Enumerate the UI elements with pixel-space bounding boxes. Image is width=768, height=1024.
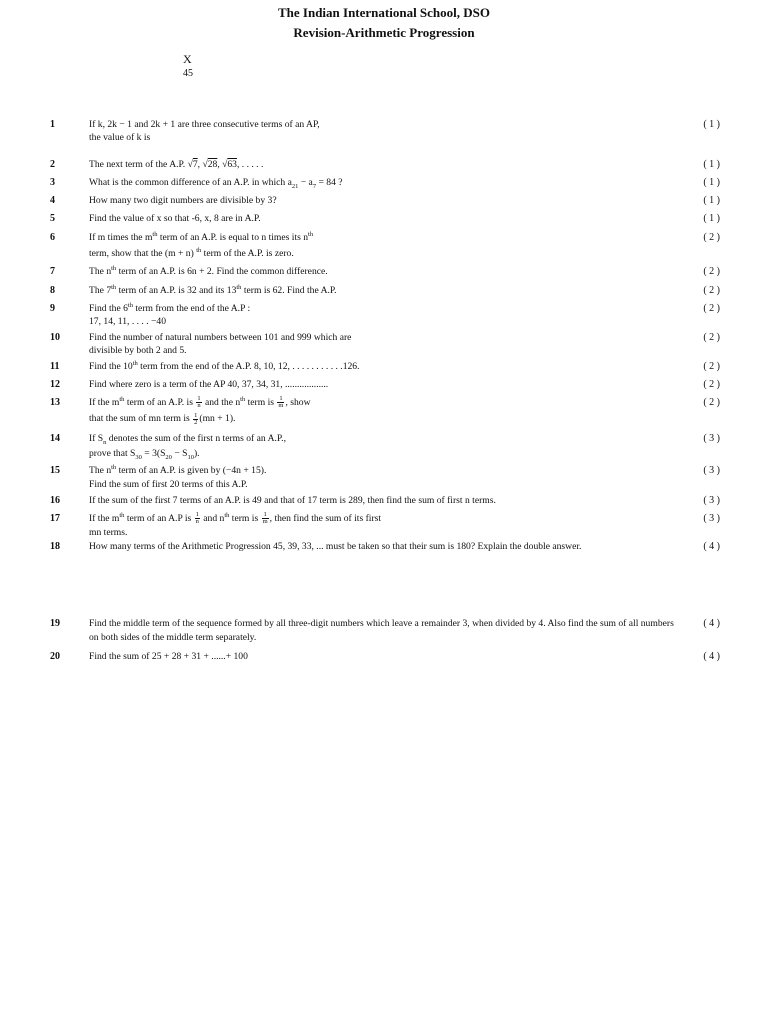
question-marks: ( 1 ) bbox=[703, 159, 720, 170]
question-marks: ( 4 ) bbox=[703, 541, 720, 552]
question-number: 13 bbox=[50, 397, 60, 408]
worksheet-title: Revision-Arithmetic Progression bbox=[293, 25, 475, 40]
question-line: If k, 2k − 1 and 2k + 1 are three consecutive terms of an AP, bbox=[89, 119, 320, 130]
question-text: Find the sum of 25 + 28 + 31 + ......+ 100 bbox=[89, 651, 248, 662]
question-marks: ( 1 ) bbox=[703, 177, 720, 188]
question-number: 14 bbox=[50, 433, 60, 444]
question-marks: ( 2 ) bbox=[703, 266, 720, 277]
question-number: 16 bbox=[50, 495, 60, 506]
question-marks: ( 2 ) bbox=[703, 285, 720, 296]
question-number: 12 bbox=[50, 379, 60, 390]
question-marks: ( 3 ) bbox=[703, 513, 720, 524]
question-number: 5 bbox=[50, 213, 55, 224]
question-text: Find where zero is a term of the AP 40, 37, 34, 31, .................. bbox=[89, 379, 329, 390]
question-number: 7 bbox=[50, 266, 55, 277]
question-marks: ( 2 ) bbox=[703, 361, 720, 372]
fraction: $\frac{1}{n}$ bbox=[197, 395, 201, 410]
question-text: Find the 6th term from the end of the A.P : 17, 14, 11, . . . . −40 bbox=[89, 301, 251, 327]
question-text: Find the number of natural numbers between 101 and 999 which are divisible by both 2 and 5. bbox=[89, 332, 352, 356]
question-text: The 7th term of an A.P. is 32 and its 13th term is 62. Find the A.P. bbox=[89, 283, 337, 296]
class-label: X bbox=[183, 52, 192, 66]
question-number: 17 bbox=[50, 513, 60, 524]
question-line: the value of k is bbox=[89, 132, 151, 143]
question-marks: ( 3 ) bbox=[703, 465, 720, 476]
max-marks: 45 bbox=[183, 68, 193, 79]
question-text: What is the common difference of an A.P. in which $a_{21} - a_7 = 84$ ? bbox=[89, 177, 343, 190]
question-number: 15 bbox=[50, 465, 60, 476]
question-text: If the $m^{th}$ term of an A.P. is $\frac{1}{n}$ and the $n^{th}$ term is $\frac{1}{m}$ , show that the sum of mn term is $\frac{1}{2}$ (mn + 1). bbox=[89, 395, 311, 426]
question-number: 20 bbox=[50, 651, 60, 662]
question-marks: ( 1 ) bbox=[703, 119, 720, 130]
question-text: Find the value of x so that -6, x, 8 are in A.P. bbox=[89, 213, 261, 224]
question-number: 18 bbox=[50, 541, 60, 552]
fraction: $\frac{1}{n}$ bbox=[195, 511, 199, 526]
question-text: If $S_n$ denotes the sum of the first n terms of an A.P., prove that $S_{30} = 3(S_{20} - S_{10})$. bbox=[89, 433, 286, 461]
question-marks: ( 3 ) bbox=[703, 433, 720, 444]
question-text: The next term of the A.P. √7, √28, √63, . . . . . bbox=[89, 159, 264, 170]
question-number: 9 bbox=[50, 303, 55, 314]
question-number: 11 bbox=[50, 361, 60, 372]
question-text bbox=[89, 118, 689, 144]
fraction: $\frac{1}{m}$ bbox=[278, 395, 284, 410]
question-marks: ( 2 ) bbox=[703, 232, 720, 243]
question-number: 6 bbox=[50, 232, 55, 243]
question-marks: ( 1 ) bbox=[703, 213, 720, 224]
question-number: 3 bbox=[50, 177, 55, 188]
question-marks: ( 1 ) bbox=[703, 195, 720, 206]
question-number: 2 bbox=[50, 159, 55, 170]
question-marks: ( 4 ) bbox=[703, 618, 720, 629]
school-name: The Indian International School, DSO bbox=[277, 5, 491, 20]
question-text: If the $m^{th}$ term of an A.P is $\frac{1}{n}$ and $n^{th}$ term is $\frac{1}{m}$ , then find the sum of its first mn terms. bbox=[89, 511, 382, 539]
question-text: If the sum of the first 7 terms of an A.P. is 49 and that of 17 term is 289, then find the sum of first n terms. bbox=[89, 495, 496, 506]
fraction: $\frac{1}{2}$ bbox=[194, 411, 198, 426]
fraction: $\frac{1}{m}$ bbox=[262, 511, 268, 526]
question-text: Find the 10th term from the end of the A.P. 8, 10, 12, . . . . . . . . . . .126. bbox=[89, 359, 360, 372]
question-text: How many two digit numbers are divisible by 3? bbox=[89, 195, 277, 206]
question-number: 4 bbox=[50, 195, 55, 206]
question-number: 19 bbox=[50, 618, 60, 629]
question-text: How many terms of the Arithmetic Progression 45, 39, 33, ... must be taken so that their sum is 180? Explain the double answer. bbox=[89, 541, 582, 552]
question-text: Find the middle term of the sequence formed by all three-digit numbers which leave a remainder 3, when divided by 4. Also find the sum of all numbers on both sides of the middle term separately. bbox=[89, 618, 674, 643]
question-marks: ( 2 ) bbox=[703, 379, 720, 390]
question-number: 8 bbox=[50, 285, 55, 296]
question-marks: ( 2 ) bbox=[703, 397, 720, 408]
question-number: 10 bbox=[50, 332, 60, 343]
question-number: 1 bbox=[50, 119, 55, 130]
question-marks: ( 4 ) bbox=[703, 651, 720, 662]
question-text: The $n^{th}$ term of an A.P. is 6n + 2. Find the common difference. bbox=[89, 264, 328, 277]
question-marks: ( 2 ) bbox=[703, 303, 720, 314]
question-marks: ( 2 ) bbox=[703, 332, 720, 343]
question-marks: ( 3 ) bbox=[703, 495, 720, 506]
question-text: If m times the $m^{th}$ term of an A.P. is equal to n times its $n^{th}$ term, show that the (m + n) $^{th}$ term of the A.P. is zero. bbox=[89, 230, 314, 259]
question-text: The $n^{th}$ term of an A.P. is given by (−4n + 15). Find the sum of first 20 terms of this A.P. bbox=[89, 463, 267, 490]
